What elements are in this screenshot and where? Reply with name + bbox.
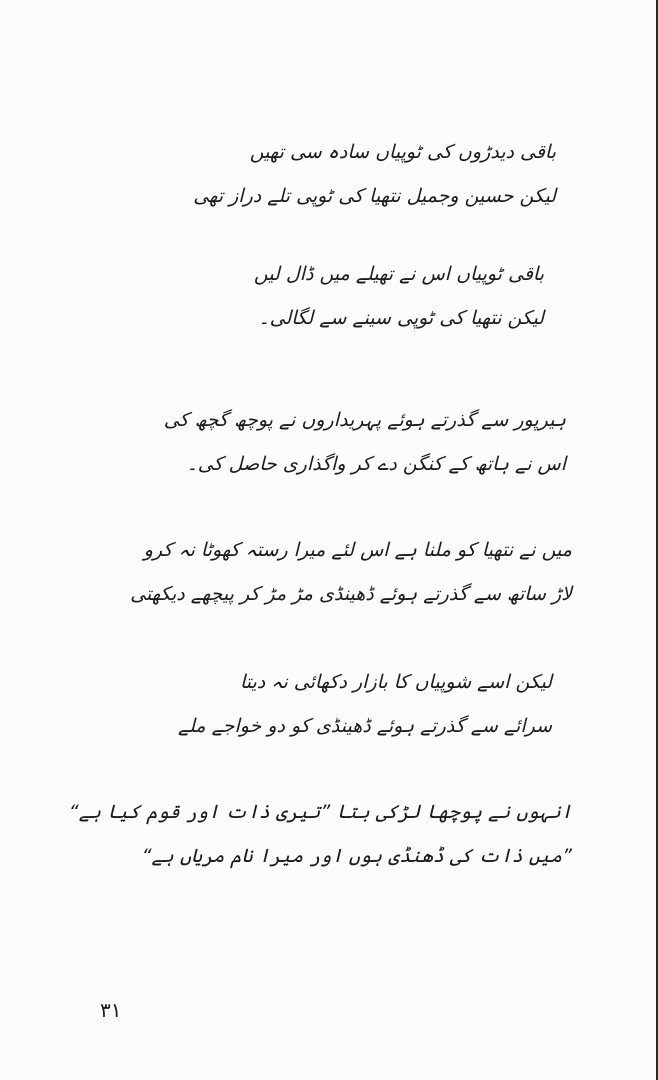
stanza-4 (132, 528, 572, 616)
stanza-3 (126, 398, 566, 486)
poem-line: باقی ٹوپیاں اس نے تھیلے میں ڈال لیں (253, 263, 544, 285)
poem-line: ہیرپور سے گذرتے ہوئے پہریداروں نے پوچھ گچھ کی (163, 409, 566, 431)
stanza-6 (68, 790, 572, 878)
poem-line: لیکن اسے شوپیاں کا بازار دکھائی نہ دیتا (240, 671, 552, 693)
poem-line: اس نے ہاتھ کے کنگن دے کر واگذاری حاصل کی۔ (186, 453, 566, 475)
stanza-1 (116, 130, 556, 218)
poem-line: لاڑ ساتھ سے گذرتے ہوئے ڈھینڈی مڑ مڑ کر پیچھے دیکھتی (130, 583, 572, 605)
poem-line: ”میں ذات کی ڈھنڈی ہوں اور میرا نام مریاں ہے“ (141, 845, 572, 867)
stanza-5 (112, 660, 552, 748)
poem-line: لیکن نتھیا کی ٹوپی سینے سے لگالی۔ (258, 307, 544, 329)
poem-line: انہوں نے پوچھا لڑکی بتا ”تیری ذات اور قوم کیا ہے“ (68, 801, 572, 823)
poem-line: سرائے سے گذرتے ہوئے ڈھینڈی کو دو خواجے ملے (177, 715, 552, 737)
poem-line: باقی دیدڑوں کی ٹوپیاں سادہ سی تھیں (249, 141, 556, 163)
stanza-2 (104, 252, 544, 340)
poem-line: لیکن حسین وجمیل نتھیا کی ٹوپی تلے دراز تھی (193, 185, 556, 207)
poem-line: میں نے نتھیا کو ملنا ہے اس لئے میرا رستہ کھوٹا نہ کرو (143, 539, 572, 561)
page-number: ۳۱ (100, 998, 122, 1022)
